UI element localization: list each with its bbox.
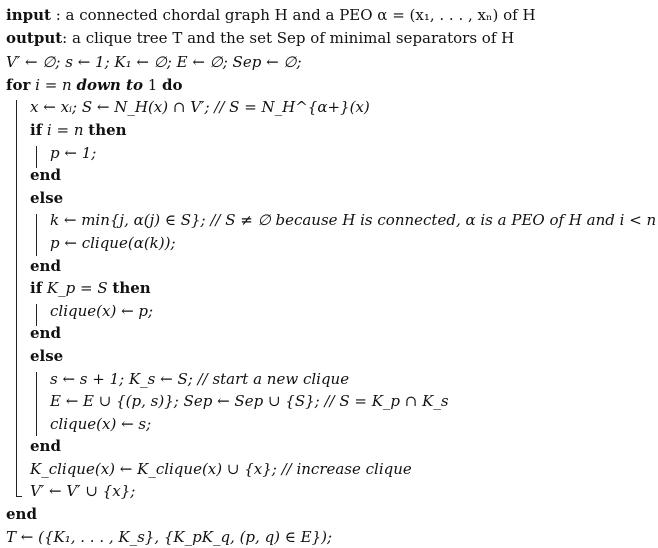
s-line <box>6 368 656 391</box>
clique-s-line <box>6 413 656 436</box>
clique-s-statement: clique(x) ← s; <box>50 414 152 433</box>
e-line <box>6 390 656 413</box>
t-line <box>6 526 656 548</box>
end2-line <box>6 255 656 278</box>
end1-keyword: end <box>30 166 61 185</box>
output-keyword: output <box>6 28 63 47</box>
k-statement: k ← min{j, α(j) ∈ S}; // S ≠ ∅ because H is connected, α is a PEO of H and i < n <box>50 211 657 230</box>
e-statement: E ← E ∪ {(p, s)}; Sep ← Sep ∪ {S}; // S = K_p ∩ K_s <box>50 392 449 411</box>
end2-keyword: end <box>30 256 61 275</box>
p1-statement: p ← 1; <box>50 143 97 162</box>
if2-condition: K_p = S <box>42 279 113 298</box>
init-statement: V′ ← ∅; s ← 1; K₁ ← ∅; E ← ∅; Sep ← ∅; <box>6 53 302 72</box>
end4-line <box>6 435 656 458</box>
end3-line <box>6 322 656 345</box>
assign-x-line <box>6 96 656 119</box>
if2-line <box>6 277 656 300</box>
clique-p-line <box>6 300 656 323</box>
end5-keyword: end <box>6 505 37 524</box>
else1-line <box>6 187 656 210</box>
p1-line <box>6 142 656 165</box>
input-keyword: input <box>6 6 51 24</box>
if1-then-keyword: then <box>88 120 127 139</box>
do-keyword: do <box>162 75 183 94</box>
for-line <box>6 74 656 97</box>
s-statement: s ← s + 1; K_s ← S; // start a new clique <box>50 369 350 388</box>
clique-p-statement: clique(x) ← p; <box>50 301 154 320</box>
k-increase-statement: K_clique(x) ← K_clique(x) ∪ {x}; // increase clique <box>30 459 412 478</box>
assign-x-statement: x ← xᵢ; S ← N_H(x) ∩ V′; // S = N_H^{α+}(x) <box>30 98 370 117</box>
for-bound: 1 <box>142 75 163 94</box>
end4-keyword: end <box>30 437 61 456</box>
output-line <box>6 27 656 50</box>
algorithm-block <box>6 4 656 548</box>
end5-line <box>6 503 656 526</box>
v-update-statement: V′ ← V′ ∪ {x}; <box>30 482 136 501</box>
end3-keyword: end <box>30 324 61 343</box>
v-update-line <box>6 480 656 503</box>
p2-line <box>6 232 656 255</box>
if1-keyword: if <box>30 120 43 139</box>
else2-line <box>6 345 656 368</box>
k-increase-line <box>6 458 656 481</box>
t-statement: T ← ({K₁, . . . , K_s}, {K_pK_q, (p, q) ∈ E}); <box>6 527 333 546</box>
if1-line <box>6 119 656 142</box>
p2-statement: p ← clique(α(k)); <box>50 233 176 252</box>
if2-keyword: if <box>30 279 43 298</box>
output-text: : a clique tree T and the set Sep of minimal separators of H <box>62 28 515 47</box>
else2-keyword: else <box>30 346 64 365</box>
else1-keyword: else <box>30 188 64 207</box>
input-text: : a connected chordal graph H and a PEO α = (x₁, . . . , xₙ) of H <box>50 6 536 24</box>
end1-line <box>6 164 656 187</box>
downto-keyword: down to <box>76 75 143 94</box>
k-line <box>6 209 656 232</box>
for-range: i = n <box>30 75 77 94</box>
if1-condition: i = n <box>42 120 89 139</box>
input-line <box>6 4 656 27</box>
init-line <box>6 51 656 74</box>
for-keyword: for <box>6 75 31 94</box>
if2-then-keyword: then <box>112 279 151 298</box>
